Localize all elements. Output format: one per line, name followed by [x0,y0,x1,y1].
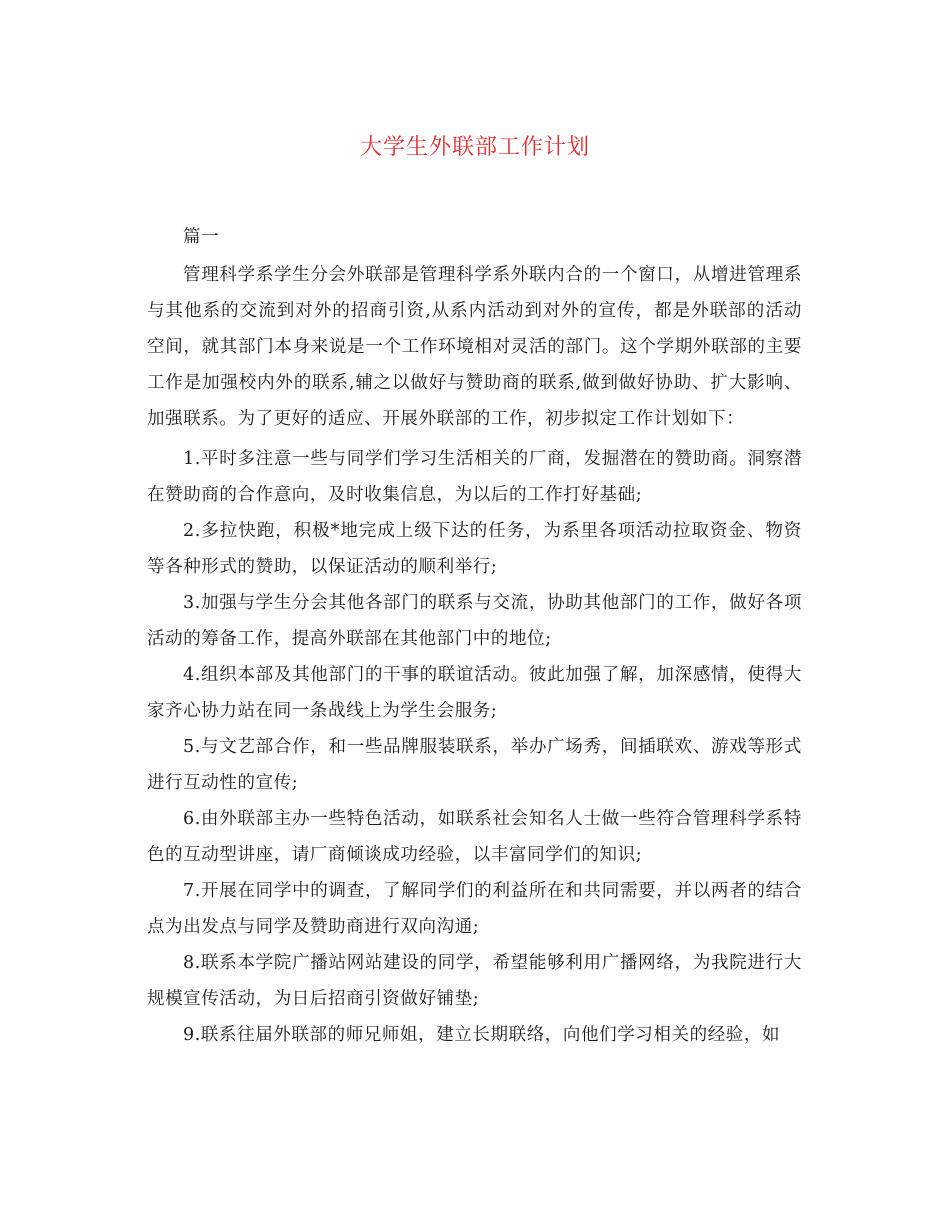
intro-paragraph: 管理科学系学生分会外联部是管理科学系外联内合的一个窗口，从增进管理系与其他系的交流到对外的招商引资,从系内活动到对外的宣传，都是外联部的活动空间，就其部门本身来说是一个工作环境相对灵活的部门。这个学期外联部的主要工作是加强校内外的联系,辅之以做好与赞助商的联系,做到做好协助、扩大影响、加强联系。为了更好的适应、开展外联部的工作，初步拟定工作计划如下： [147,265,802,429]
section-label: 篇一 [183,227,220,247]
document-title: 大学生外联部工作计划 [359,135,590,160]
plan-item: 6.由外联部主办一些特色活动，如联系社会知名人士做一些符合管理科学系特色的互动型讲座，请厂商倾谈成功经验，以丰富同学们的知识; [147,809,802,865]
plan-item: 5.与文艺部合作，和一些品牌服装联系，举办广场秀，间插联欢、游戏等形式进行互动性的宣传; [147,737,802,793]
plan-item: 7.开展在同学中的调查，了解同学们的利益所在和共同需要，并以两者的结合点为出发点与同学及赞助商进行双向沟通; [147,881,802,937]
plan-item: 2.多拉快跑，积极*地完成上级下达的任务，为系里各项活动拉取资金、物资等各种形式的赞助，以保证活动的顺利举行; [147,521,802,577]
plan-item: 8.联系本学院广播站网站建设的同学，希望能够利用广播网络，为我院进行大规模宣传活动，为日后招商引资做好铺垫; [147,953,802,1009]
plan-item: 9.联系往届外联部的师兄师姐，建立长期联络，向他们学习相关的经验，如 [183,1025,781,1045]
plan-list [147,441,802,1053]
plan-item: 3.加强与学生分会其他各部门的联系与交流，协助其他部门的工作，做好各项活动的筹备工作，提高外联部在其他部门中的地位; [147,593,802,649]
plan-item: 1.平时多注意一些与同学们学习生活相关的厂商，发掘潜在的赞助商。洞察潜在赞助商的合作意向，及时收集信息，为以后的工作打好基础; [147,449,802,505]
plan-item: 4.组织本部及其他部门的干事的联谊活动。彼此加强了解，加深感情，使得大家齐心协力站在同一条战线上为学生会服务; [147,665,802,721]
document-body [147,219,802,1053]
